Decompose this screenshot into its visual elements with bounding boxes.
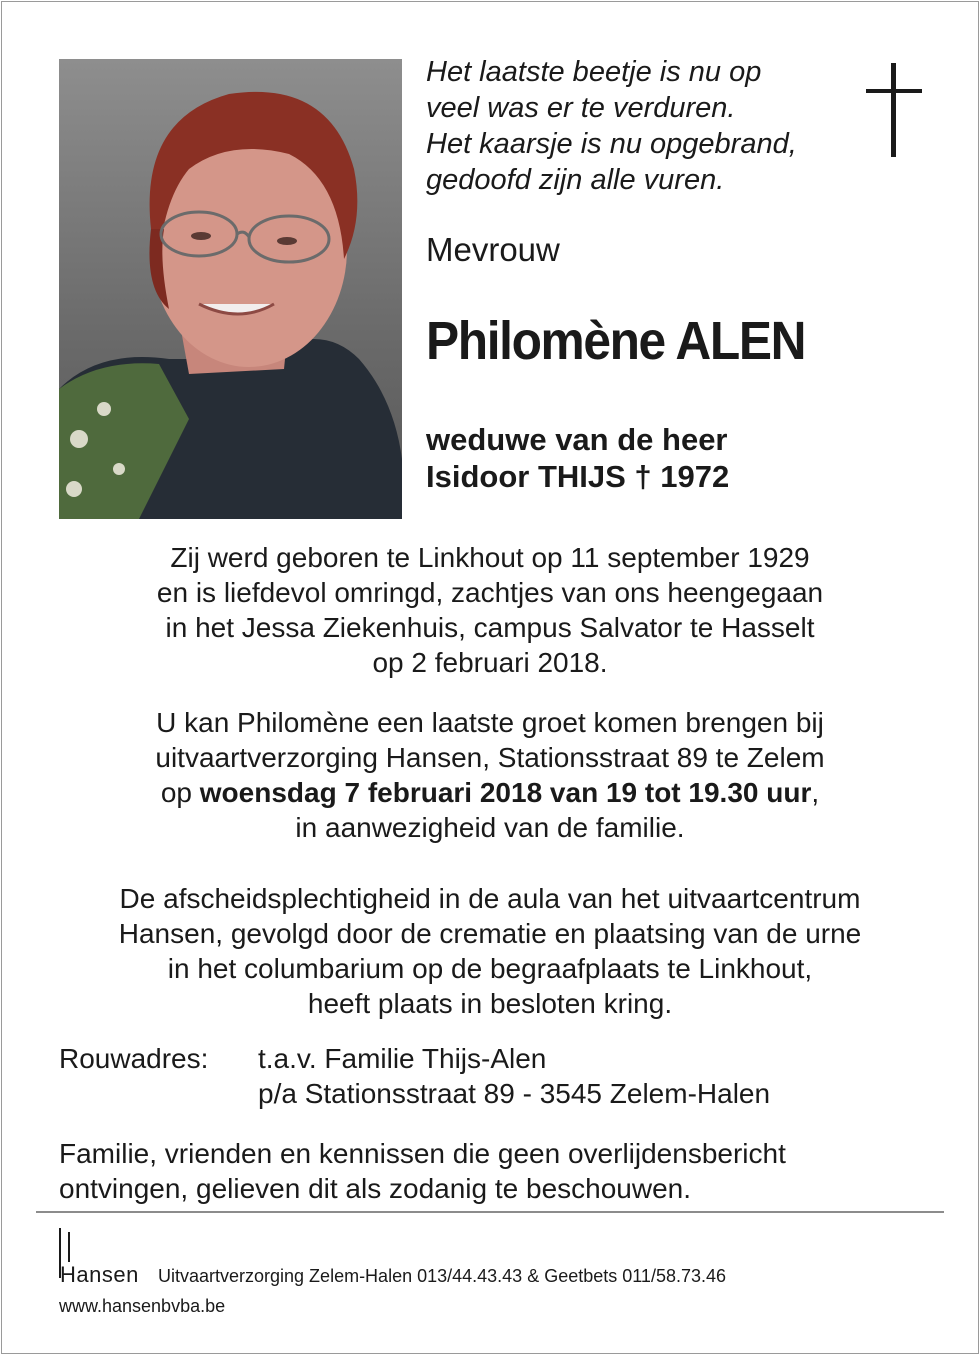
address-label: Rouwadres: <box>59 1043 209 1074</box>
visitation-time-line <box>40 775 940 810</box>
poem-line: Het kaarsje is nu opgebrand, <box>426 128 797 160</box>
suffix: , <box>811 777 820 808</box>
divider <box>36 1211 944 1213</box>
poem-line: Het laatste beetje is nu op <box>426 56 762 88</box>
paragraph-line: ontvingen, gelieven dit als zodanig te beschouwen. <box>59 1173 691 1204</box>
paragraph-line: op 2 februari 2018. <box>372 647 608 678</box>
address-line: t.a.v. Familie Thijs-Alen <box>258 1043 547 1074</box>
paragraph-line: uitvaartverzorging Hansen, Stationsstraat 89 te Zelem <box>155 742 825 773</box>
address-line: p/a Stationsstraat 89 - 3545 Zelem-Halen <box>258 1078 771 1109</box>
deceased-name: Philomène ALEN <box>426 311 806 371</box>
spouse-line: Isidoor THIJS † 1972 <box>426 459 730 494</box>
birth-death-paragraph <box>40 540 940 680</box>
paragraph-line: Hansen, gevolgd door de crematie en plaatsing van de urne <box>118 918 862 949</box>
visitation-datetime: woensdag 7 februari 2018 van 19 tot 19.30 uur <box>199 777 812 808</box>
spouse-info <box>426 421 729 495</box>
portrait-photo <box>59 59 402 519</box>
poem-line: gedoofd zijn alle vuren. <box>426 164 725 196</box>
paragraph-line: in het Jessa Ziekenhuis, campus Salvator te Hasselt <box>165 612 815 643</box>
paragraph-line: U kan Philomène een laatste groet komen brengen bij <box>156 707 824 738</box>
cross-icon <box>866 63 922 157</box>
funeral-home-info: Uitvaartverzorging Zelem-Halen 013/44.43.43 & Geetbets 011/58.73.46 <box>158 1266 727 1286</box>
spouse-line: weduwe van de heer <box>426 422 728 457</box>
visitation-paragraph <box>40 705 940 845</box>
paragraph-line: De afscheidsplechtigheid in de aula van het uitvaartcentrum <box>119 883 861 914</box>
paragraph-line: Zij werd geboren te Linkhout op 11 september 1929 <box>170 542 810 573</box>
prefix: op <box>160 777 200 808</box>
address-lines <box>258 1041 770 1111</box>
paragraph-line: en is liefdevol omringd, zachtjes van ons heengegaan <box>156 577 824 608</box>
paragraph-line: heeft plaats in besloten kring. <box>307 988 673 1019</box>
salutation: Mevrouw <box>426 231 560 268</box>
paragraph-line: in het columbarium op de begraafplaats te Linkhout, <box>167 953 813 984</box>
logo-text: Hansen <box>60 1262 139 1287</box>
paragraph-line: Familie, vrienden en kennissen die geen overlijdensbericht <box>59 1138 786 1169</box>
notice-paragraph <box>59 1136 786 1206</box>
ceremony-paragraph <box>40 881 940 1021</box>
poem <box>426 54 797 198</box>
poem-line: veel was er te verduren. <box>426 92 736 124</box>
paragraph-line: in aanwezigheid van de familie. <box>295 812 685 843</box>
website-link[interactable]: www.hansenbvba.be <box>59 1296 226 1316</box>
hansen-logo <box>59 1228 149 1288</box>
